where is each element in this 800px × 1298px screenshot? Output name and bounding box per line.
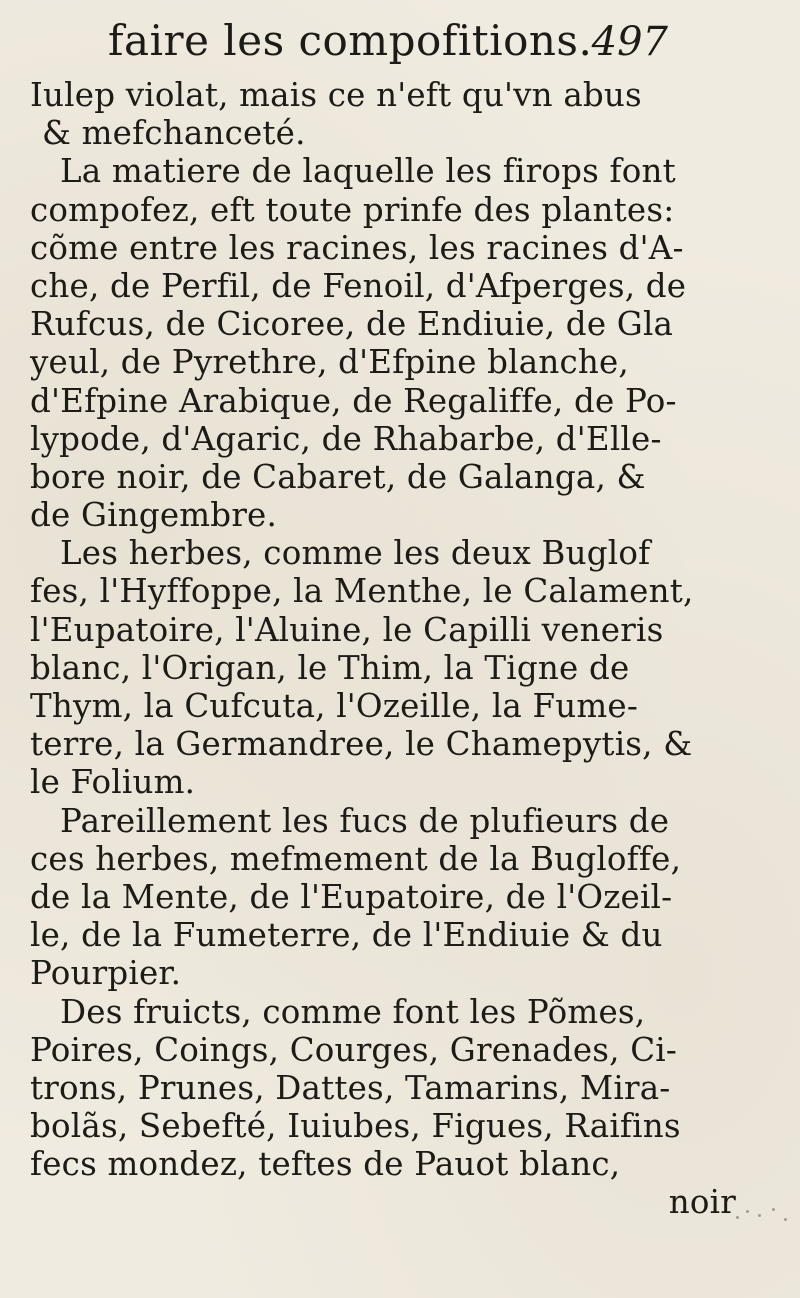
text-line: Pourpier. bbox=[30, 954, 182, 993]
text-line: de Gingembre. bbox=[30, 496, 278, 535]
text-line: l'Eupatoire, l'Aluine, le Capilli veneris bbox=[30, 610, 664, 649]
text-line: Des fruicts, comme font les Põmes, bbox=[60, 992, 646, 1031]
text-line: le, de la Fumeterre, de l'Endiuie & du bbox=[30, 916, 663, 955]
text-line: le Folium. bbox=[30, 763, 196, 802]
text-line: terre, la Germandree, le Chamepytis, & bbox=[30, 725, 693, 764]
catchword: noir bbox=[668, 1183, 736, 1222]
body-text bbox=[30, 76, 770, 1222]
page-header bbox=[108, 14, 668, 70]
text-line: Pareillement les fucs de plufieurs de bbox=[60, 801, 670, 840]
text-line: ces herbes, mefmement de la Bugloffe, bbox=[30, 839, 682, 878]
text-line: bore noir, de Cabaret, de Galanga, & bbox=[30, 457, 646, 496]
text-line: Iulep violat, mais ce n'eft qu'vn abus bbox=[30, 76, 642, 114]
text-line: yeul, de Pyrethre, d'Efpine blanche, bbox=[30, 343, 629, 382]
text-line: Rufcus, de Cicoree, de Endiuie, de Gla bbox=[30, 305, 674, 344]
text-line: Thym, la Cufcuta, l'Ozeille, la Fume- bbox=[30, 687, 639, 725]
text-line: Poires, Coings, Courges, Grenades, Ci- bbox=[30, 1030, 678, 1069]
text-line: d'Efpine Arabique, de Regaliffe, de Po- bbox=[30, 381, 677, 420]
text-line: lypode, d'Agaric, de Rhabarbe, d'Elle- bbox=[30, 419, 662, 458]
text-line: La matiere de laquelle les firops font bbox=[60, 152, 676, 191]
text-line: trons, Prunes, Dattes, Tamarins, Mira- bbox=[30, 1068, 671, 1107]
text-line: bolãs, Sebefté, Iuiubes, Figues, Raifins bbox=[30, 1107, 681, 1146]
ink-specks bbox=[732, 1198, 792, 1228]
text-line: blanc, l'Origan, le Thim, la Tigne de bbox=[30, 648, 630, 687]
text-line: fecs mondez, teftes de Pauot blanc, bbox=[30, 1145, 621, 1184]
running-head: faire les compofitions. bbox=[108, 16, 593, 65]
page-number: 497 bbox=[591, 19, 668, 65]
text-line: che, de Perfil, de Fenoil, d'Afperges, de bbox=[30, 266, 687, 305]
text-line: Les herbes, comme les deux Buglof bbox=[60, 534, 651, 573]
text-line: de la Mente, de l'Eupatoire, de l'Ozeil- bbox=[30, 877, 673, 916]
text-line: cõme entre les racines, les racines d'A- bbox=[30, 228, 684, 267]
text-line: compofez, eft toute prinfe des plantes: bbox=[30, 190, 675, 229]
text-line: & mefchanceté. bbox=[42, 114, 306, 153]
text-line: fes, l'Hyffoppe, la Menthe, le Calament, bbox=[30, 572, 694, 611]
